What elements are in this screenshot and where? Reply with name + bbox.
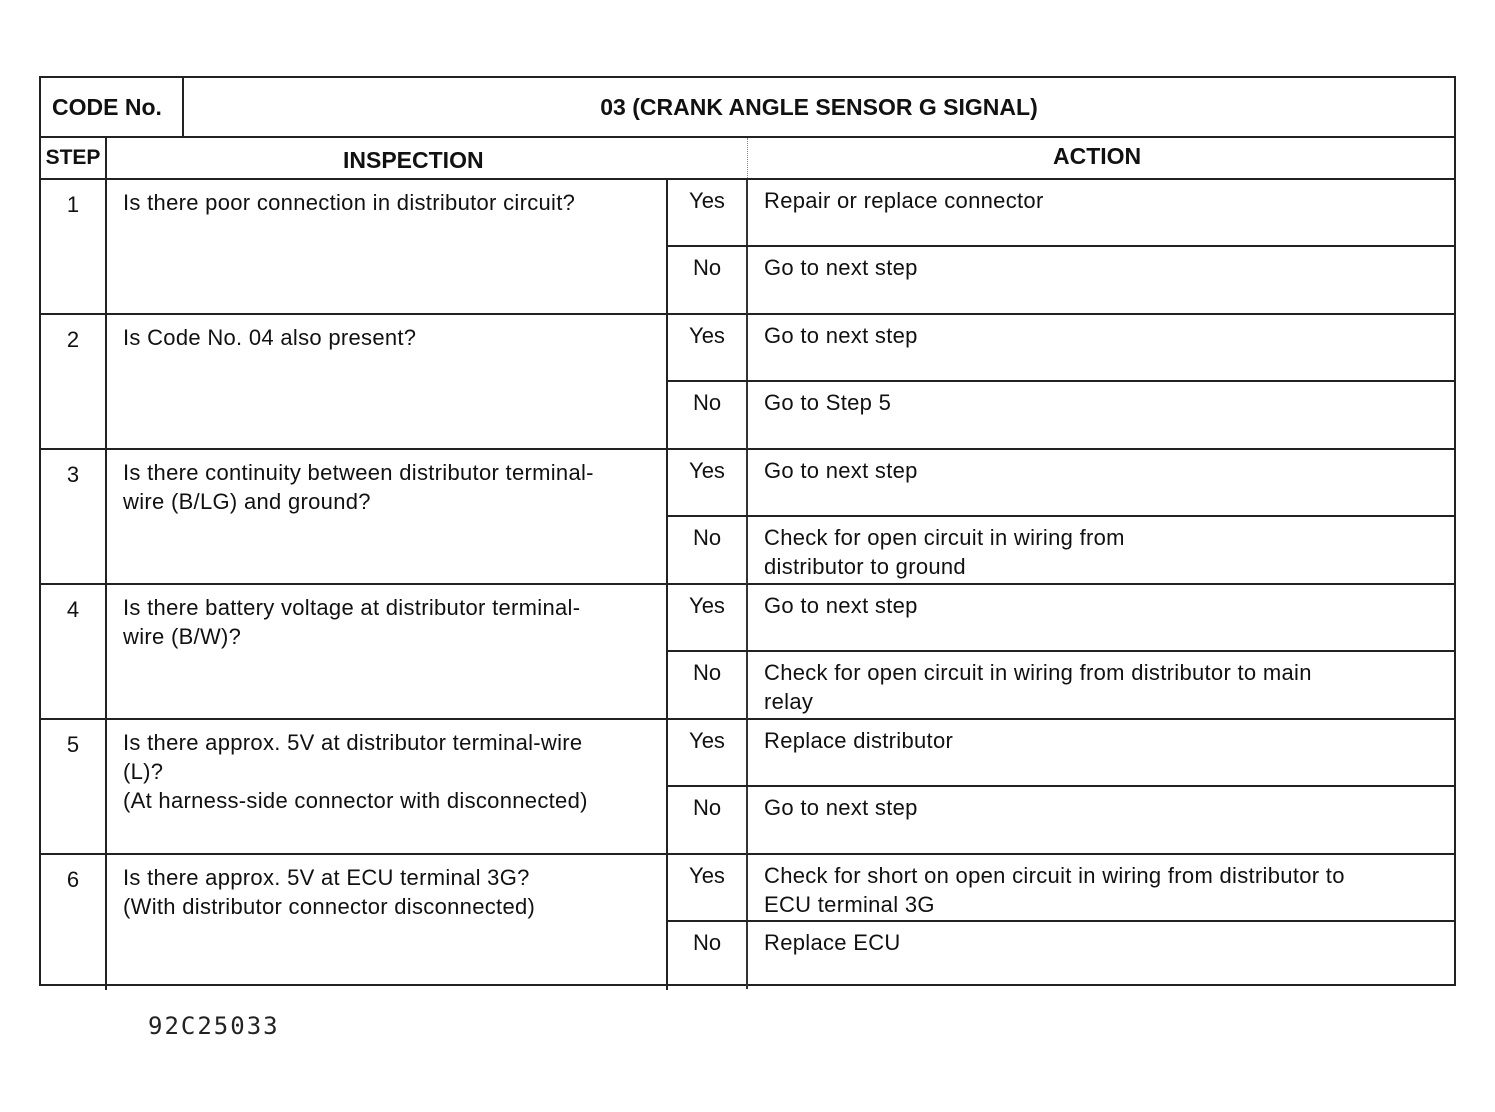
answer-no-label: No (668, 517, 748, 584)
step-number: 5 (41, 720, 107, 853)
answer-no-action: Go to next step (764, 795, 918, 820)
column-header-inspection: INSPECTION (343, 147, 484, 173)
answer-yes-row (668, 855, 1454, 922)
answer-no-row (668, 247, 1454, 314)
answer-yes-label: Yes (668, 315, 748, 380)
code-label: CODE No. (41, 78, 184, 136)
answer-yes-row (668, 315, 1454, 382)
step-number: 1 (41, 180, 107, 313)
answer-yes-row (668, 585, 1454, 652)
step-row-1 (41, 180, 1454, 315)
answer-yes-row (668, 450, 1454, 517)
step-number: 3 (41, 450, 107, 583)
answer-yes-action: Go to next step (764, 593, 918, 618)
answer-yes-action: Go to next step (764, 458, 918, 483)
column-header-row (41, 138, 1454, 180)
answer-no-action: Go to Step 5 (764, 390, 892, 415)
answer-yes-row (668, 720, 1454, 787)
step-row-5 (41, 720, 1454, 855)
step-row-3 (41, 450, 1454, 585)
column-header-action: ACTION (747, 138, 1454, 178)
answer-yes-label: Yes (668, 450, 748, 515)
step-inspection: Is there approx. 5V at ECU terminal 3G? (With distributor connector disconnected) (107, 855, 668, 990)
answer-no-label: No (668, 922, 748, 989)
answer-no-label: No (668, 382, 748, 449)
code-title: 03 (CRANK ANGLE SENSOR G SIGNAL) (600, 94, 1038, 120)
answer-no-row (668, 652, 1454, 719)
answer-no-action: Check for open circuit in wiring from distributor to main relay (764, 660, 1312, 714)
answer-no-action: Check for open circuit in wiring from distributor to ground (764, 525, 1125, 579)
answer-no-label: No (668, 652, 748, 719)
answer-no-row (668, 787, 1454, 854)
answer-no-row (668, 517, 1454, 584)
step-inspection: Is Code No. 04 also present? (107, 315, 668, 448)
step-number: 2 (41, 315, 107, 448)
answer-yes-action: Replace distributor (764, 728, 954, 753)
answer-no-label: No (668, 247, 748, 314)
code-header-row (41, 78, 1454, 138)
answer-no-action: Replace ECU (764, 930, 901, 955)
answer-yes-label: Yes (668, 585, 748, 650)
step-row-4 (41, 585, 1454, 720)
step-number: 6 (41, 855, 107, 990)
column-header-step: STEP (41, 138, 107, 178)
diagnostic-table (39, 76, 1456, 986)
step-inspection: Is there battery voltage at distributor terminal- wire (B/W)? (107, 585, 668, 718)
answer-yes-label: Yes (668, 720, 748, 785)
answer-yes-action: Check for short on open circuit in wiring from distributor to ECU terminal 3G (764, 863, 1345, 917)
answer-no-action: Go to next step (764, 255, 918, 280)
answer-no-label: No (668, 787, 748, 854)
answer-yes-action: Go to next step (764, 323, 918, 348)
answer-no-row (668, 922, 1454, 989)
answer-yes-action: Repair or replace connector (764, 188, 1044, 213)
step-inspection: Is there poor connection in distributor circuit? (107, 180, 668, 313)
step-inspection: Is there continuity between distributor terminal- wire (B/LG) and ground? (107, 450, 668, 583)
answer-yes-label: Yes (668, 855, 748, 920)
answer-no-row (668, 382, 1454, 449)
answer-yes-label: Yes (668, 180, 748, 245)
step-number: 4 (41, 585, 107, 718)
step-row-2 (41, 315, 1454, 450)
answer-yes-row (668, 180, 1454, 247)
step-inspection: Is there approx. 5V at distributor terminal-wire (L)? (At harness-side connector with disconnected) (107, 720, 668, 853)
step-row-6 (41, 855, 1454, 990)
figure-id: 92C25033 (148, 1012, 280, 1040)
